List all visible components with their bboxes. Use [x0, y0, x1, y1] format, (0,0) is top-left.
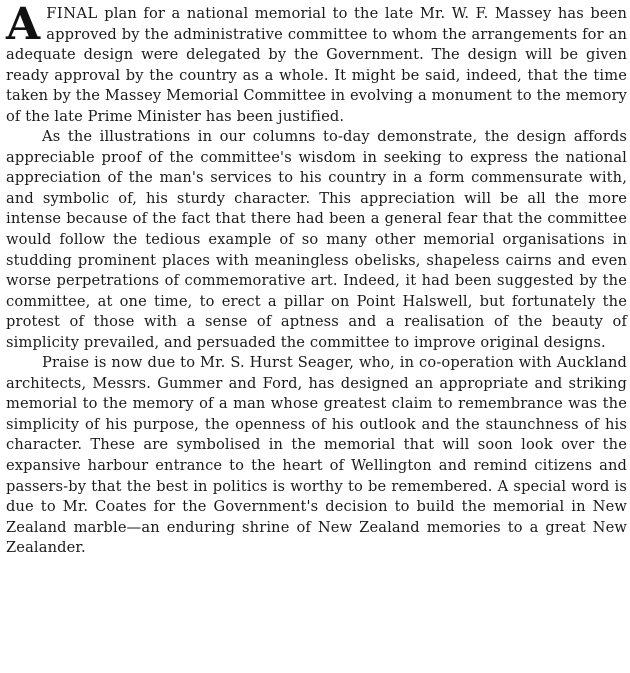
paragraph-1-text: plan for a national memorial to the late Mr. W. F. Massey has been approved by the administrative committee to whom the arrangements for an adequate design were delegated by the Government. The design will be given ready approval by the country as a whole. It might be said, indeed, that the time taken by the Massey Memorial Committee in evolving a monument to the memory of the late Prime Minister has been justified.: [6, 5, 627, 125]
article-paragraph-2: As the illustrations in our columns to-day demonstrate, the design affords appreciable proof of the committee's wisdom in seeking to express the national appreciation of the man's services to his country in a form commensurate with, and symbolic of, his sturdy character. This appreciation will be all the more intense because of the fact that there had been a general fear that the committee would follow the tedious example of so many other memorial organisations in studding prominent places with meaningless obelisks, shapeless cairns and even worse perpetrations of commemorative art. Indeed, it had been suggested by the committee, at one time, to erect a pillar on Point Halswell, but fortunately the protest of those with a sense of aptness and a realisation of the beauty of simplicity prevailed, and persuaded the committee to improve original designs.: [6, 128, 627, 351]
article-paragraph-1: [6, 0, 627, 127]
drop-cap-letter: A: [6, 0, 41, 50]
article-paragraph-3: Praise is now due to Mr. S. Hurst Seager, who, in co-operation with Auckland architects, Messrs. Gummer and Ford, has designed an appropriate and striking memorial to the memory of a man whose greatest claim to remembrance was the simplicity of his purpose, the openness of his outlook and the staunchness of his character. These are symbolised in the memorial that will soon look over the expansive harbour entrance to the heart of Wellington and remind citizens and passers-by that the best in politics is worthy to be remembered. A special word is due to Mr. Coates for the Government's decision to build the memorial in New Zealand marble—an enduring shrine of New Zealand memories to a great New Zealander.: [6, 354, 627, 557]
lead-word: FINAL: [46, 5, 98, 22]
